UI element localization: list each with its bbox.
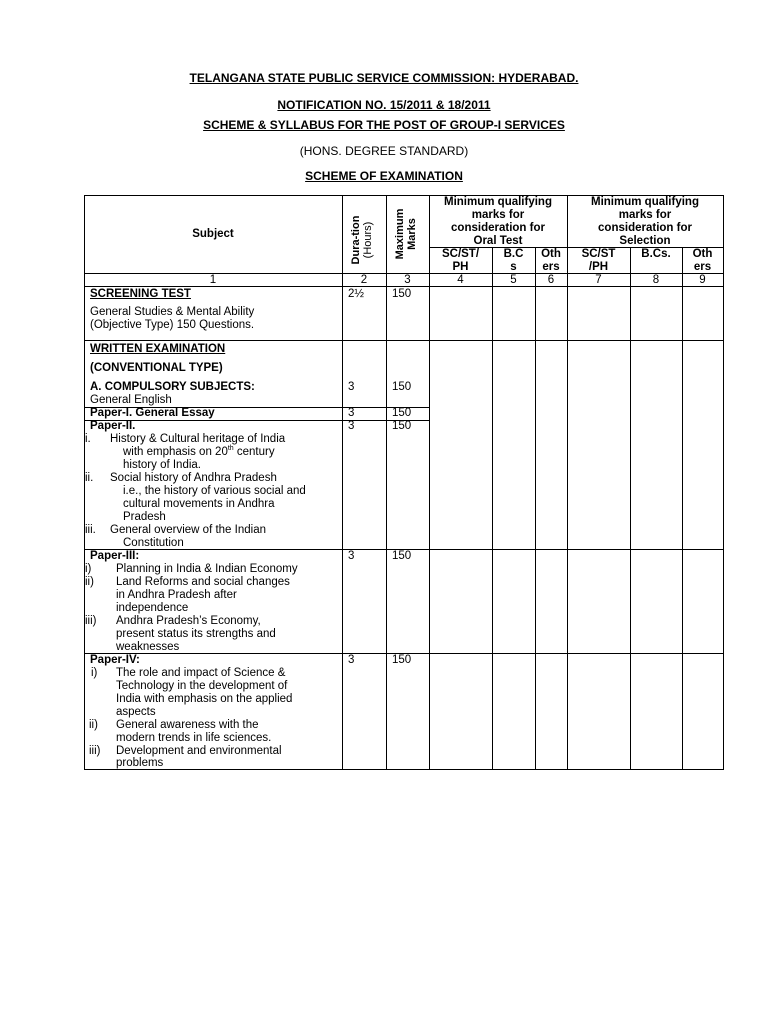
notification-number: NOTIFICATION NO. 15/2011 & 18/2011 (277, 98, 491, 112)
paper4-item-1-line: Technology in the development of (116, 680, 288, 692)
selection-line-2: marks for (618, 209, 672, 221)
paper4-marks: 150 (392, 654, 412, 666)
paper3-item-num: iii) (85, 615, 97, 627)
paper1-marks: 150 (392, 407, 412, 419)
paper4-item-num: iii) (89, 745, 101, 757)
paper4-title: Paper-IV: (90, 654, 140, 666)
paper3-item-2-line: independence (116, 602, 189, 614)
screening-desc-2: (Objective Type) 150 Questions. (90, 319, 255, 331)
paper4-item-1-line: The role and impact of Science & (116, 667, 286, 679)
max-marks-header (394, 184, 422, 284)
sel-scst-b: /PH (588, 261, 609, 273)
col-number: 1 (209, 274, 217, 286)
oral-others-b: ers (542, 261, 560, 273)
oral-others-a: Oth (541, 248, 561, 260)
sel-bc-header (630, 248, 682, 261)
oral-line-4: Oral Test (473, 235, 523, 247)
paper2-duration: 3 (348, 420, 355, 432)
paper3-marks: 150 (392, 550, 412, 562)
paper4-duration: 3 (348, 654, 355, 666)
paper2-item-num: i. (85, 433, 91, 445)
sel-scst-header (567, 248, 630, 274)
paper2-item-num: iii. (85, 524, 96, 536)
scheme-heading: SCHEME OF EXAMINATION (305, 169, 463, 183)
max-marks-label-2: Marks (406, 218, 418, 250)
max-marks-label-1: Maximum (394, 208, 406, 260)
paper4-item-num: i) (91, 667, 98, 679)
oral-bc-a: B.C (503, 248, 524, 260)
sel-scst-a: SC/ST (581, 248, 616, 260)
paper2-item-1-text: with emphasis on 20 (123, 446, 228, 458)
sel-others-header (682, 248, 723, 274)
paper4-item-num: ii) (89, 719, 98, 731)
paper2-item-2-line: Pradesh (123, 511, 166, 523)
screening-desc-1: General Studies & Mental Ability (90, 306, 255, 318)
paper3-title: Paper-III: (90, 550, 140, 562)
oral-bc-b: s (510, 261, 517, 273)
general-english: General English (90, 394, 172, 406)
paper2-item-2-line: cultural movements in Andhra (123, 498, 275, 510)
english-marks: 150 (392, 381, 412, 393)
paper3-item-1-line: Planning in India & Indian Economy (116, 563, 298, 575)
oral-scst-b: PH (452, 261, 469, 273)
commission-title: TELANGANA STATE PUBLIC SERVICE COMMISSION: HYDERABAD. (189, 71, 579, 85)
oral-line-3: consideration for (451, 222, 545, 234)
paper1-title: Paper-I. General Essay (90, 407, 215, 419)
col-number: 8 (652, 274, 660, 286)
col-number: 9 (699, 274, 706, 286)
oral-bc-header (492, 248, 535, 274)
paper3-item-3-line: Andhra Pradesh’s Economy, (116, 615, 261, 627)
paper2-item-1-line (123, 446, 275, 459)
sel-bc-a: B.Cs. (641, 248, 671, 260)
english-duration: 3 (348, 381, 355, 393)
paper4-item-2-line: General awareness with the (116, 719, 259, 731)
screening-title: SCREENING TEST (90, 288, 191, 300)
selection-header (567, 196, 723, 248)
paper2-item-2-line: i.e., the history of various social and (123, 485, 306, 497)
paper3-item-3-line: weaknesses (116, 641, 180, 653)
selection-line-4: Selection (619, 235, 671, 247)
oral-scst-header (429, 248, 492, 274)
paper2-item-1-line: History & Cultural heritage of India (110, 433, 286, 445)
col-number: 2 (360, 274, 368, 286)
paper3-item-num: ii) (85, 576, 94, 588)
paper4-item-1-line: aspects (116, 706, 156, 718)
paper2-item-1-line: history of India. (123, 459, 201, 471)
paper3-item-2-line: in Andhra Pradesh after (116, 589, 237, 601)
paper2-item-1-text: century (233, 446, 275, 458)
col-number: 6 (547, 274, 555, 286)
sel-others-b: ers (693, 261, 712, 273)
paper2-item-2-line: Social history of Andhra Pradesh (110, 472, 277, 484)
paper4-item-3-line: problems (116, 757, 164, 769)
paper3-item-num: i) (85, 563, 92, 575)
selection-line-3: consideration for (598, 222, 692, 234)
col-number: 3 (404, 274, 411, 286)
oral-scst-a: SC/ST/ (441, 248, 480, 260)
paper4-item-3-line: Development and environmental (116, 745, 282, 757)
subject-header: Subject (192, 228, 234, 240)
paper4-item-2-line: modern trends in life sciences. (116, 732, 272, 744)
duration-unit-label: (Hours) (362, 221, 374, 259)
sel-others-a: Oth (692, 248, 713, 260)
oral-line-1: Minimum qualifying (444, 196, 552, 208)
paper1-duration: 3 (348, 407, 355, 419)
selection-line-1: Minimum qualifying (591, 196, 699, 208)
screening-duration: 2½ (348, 288, 364, 300)
paper2-marks: 150 (392, 420, 412, 432)
paper2-title: Paper-II. (90, 420, 136, 432)
duration-label: Dura-tion (350, 215, 362, 265)
col-number: 7 (595, 274, 602, 286)
paper4-item-1-line: India with emphasis on the applied (116, 693, 293, 705)
written-subtitle: (CONVENTIONAL TYPE) (90, 362, 223, 374)
oral-others-header (535, 248, 567, 274)
standard-label: (HONS. DEGREE STANDARD) (299, 144, 469, 158)
paper2-item-3-line: General overview of the Indian (110, 524, 266, 536)
compulsory-label: A. COMPULSORY SUBJECTS: (90, 381, 255, 393)
screening-marks: 150 (392, 288, 412, 300)
paper3-item-3-line: present status its strengths and (116, 628, 276, 640)
paper2-item-3-line: Constitution (123, 537, 184, 549)
paper3-item-2-line: Land Reforms and social changes (116, 576, 290, 588)
written-title: WRITTEN EXAMINATION (90, 343, 226, 355)
scheme-title: SCHEME & SYLLABUS FOR THE POST OF GROUP-I SERVICES (203, 118, 565, 132)
oral-line-2: marks for (471, 209, 525, 221)
superscript: th (227, 445, 234, 453)
col-number: 4 (457, 274, 464, 286)
oral-test-header (429, 196, 567, 248)
paper3-duration: 3 (348, 550, 355, 562)
col-number: 5 (510, 274, 517, 286)
paper2-item-num: ii. (85, 472, 94, 484)
